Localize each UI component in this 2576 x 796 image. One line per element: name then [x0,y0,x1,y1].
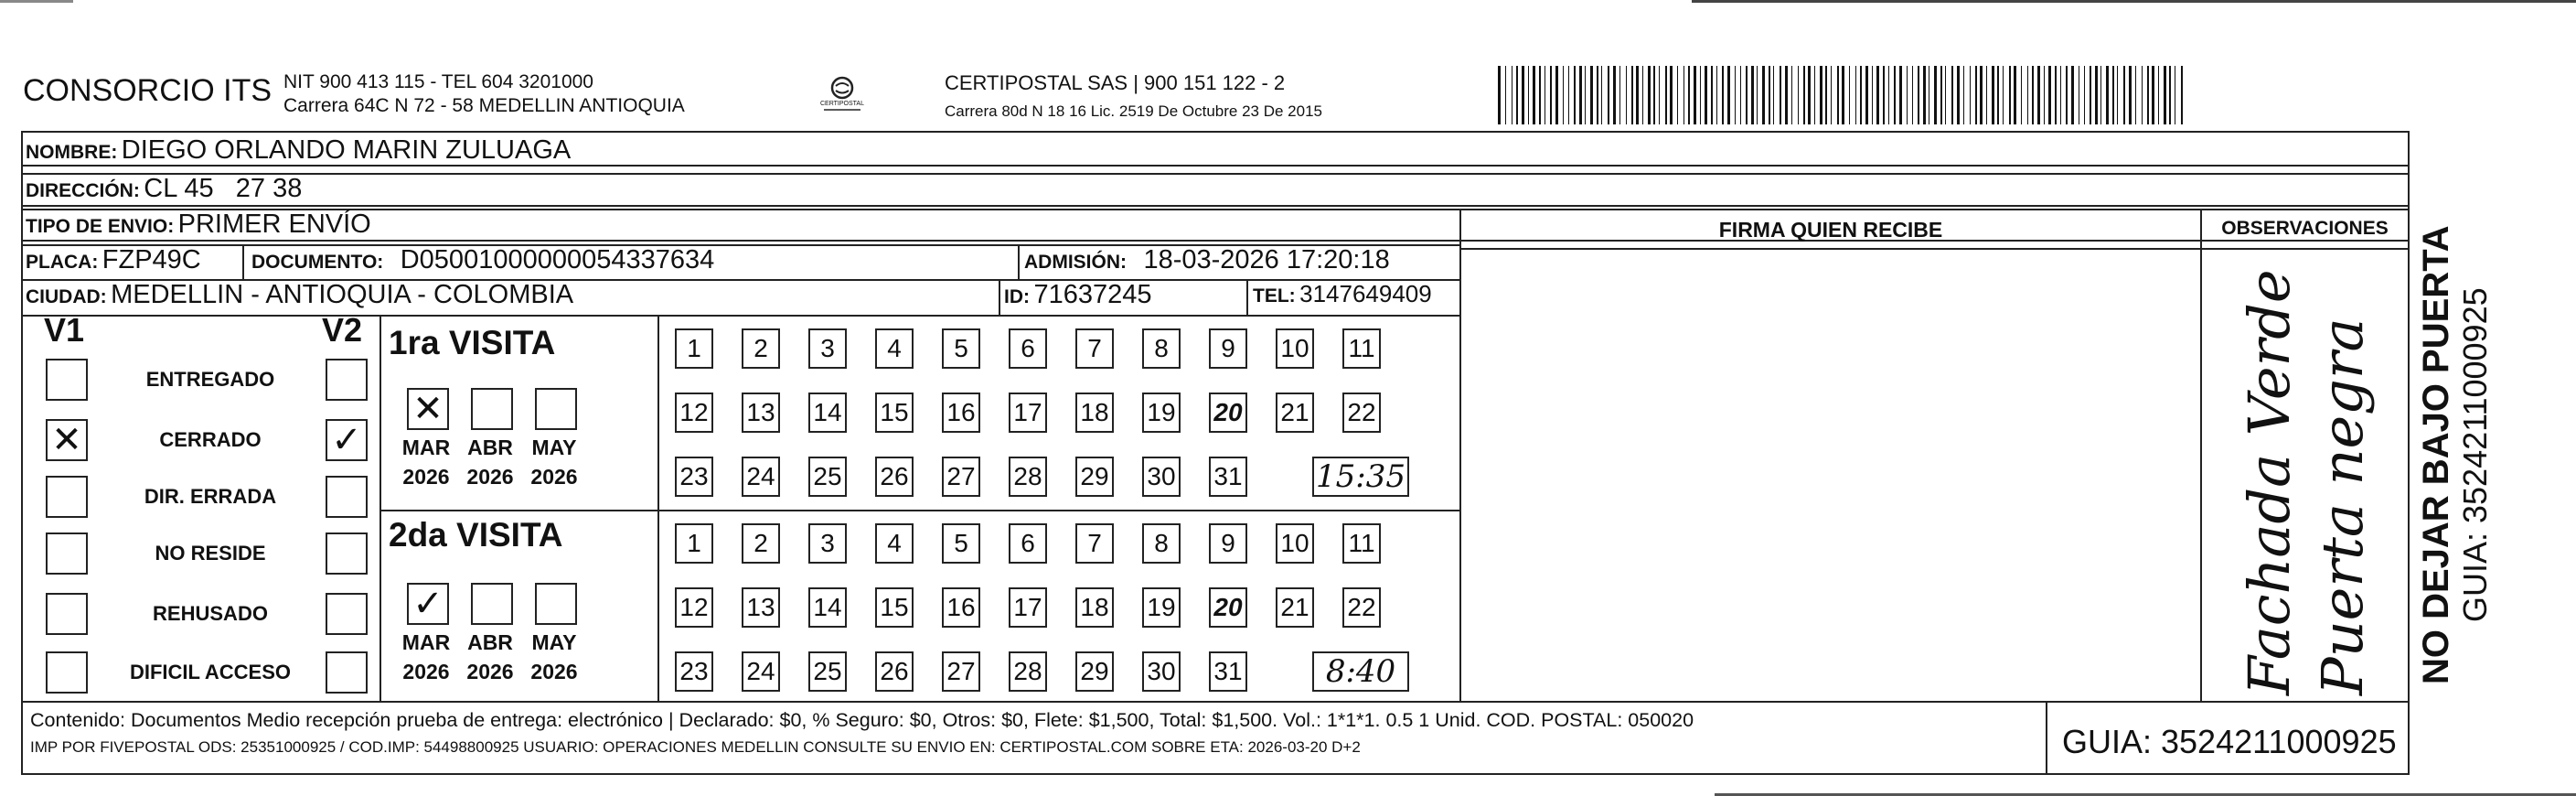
month-year-label: 2026 [466,660,514,683]
day-box[interactable]: 15 [875,393,914,433]
top-right-border [1692,0,2576,3]
day-box[interactable]: 20 [1209,587,1247,628]
company-name: CONSORCIO ITS [23,73,273,108]
company-address: Carrera 64C N 72 - 58 MEDELLIN ANTIOQUIA [283,95,685,116]
tel-value: 3147649409 [1299,280,1432,307]
tipo-envio-label: TIPO DE ENVIO: [26,216,175,237]
month-mark: ✓ [412,583,444,625]
day-box[interactable]: 24 [742,457,780,497]
status-v2-checkbox[interactable] [326,651,368,694]
day-box[interactable]: 9 [1209,328,1247,369]
status-v2-checkbox[interactable] [326,532,368,575]
day-box[interactable]: 8 [1142,523,1181,564]
status-v2-mark [327,360,366,399]
day-box[interactable]: 20 [1209,393,1247,433]
tipo-envio-value: PRIMER ENVÍO [177,210,371,239]
status-option-label: REHUSADO [153,602,268,625]
month-checkbox[interactable] [535,388,577,430]
month-checkbox[interactable] [535,583,577,625]
month-mark [473,585,511,623]
status-v2-mark [327,534,366,573]
footer-imp: IMP POR FIVEPOSTAL ODS: 25351000925 / COD.IMP: 54498800925 USUARIO: OPERACIONES MEDELLIN CONSULTE SU ENVIO EN: CERTIPOSTAL.COM SOBRE ETA: 2026-03-20 D+2 [30,738,1361,756]
barcode [1498,66,2186,124]
month-year-label: 2026 [402,465,450,489]
status-v2-mark [327,478,366,516]
visit-time: 15:35 [1312,457,1409,497]
id-value: 71637245 [1033,280,1152,309]
month-year-label: 2026 [530,660,578,683]
day-box[interactable]: 10 [1276,523,1314,564]
visit-2-title: 2da VISITA [389,516,563,554]
day-box[interactable]: 2 [742,328,780,369]
placa-value: FZP49C [102,245,201,274]
carrier-address: Carrera 80d N 18 16 Lic. 2519 De Octubre 23 De 2015 [945,102,1322,120]
placa-label: PLACA: [26,252,99,273]
status-v2-checkbox[interactable] [326,359,368,401]
day-box[interactable]: 15 [875,587,914,628]
nombre-label: NOMBRE: [26,142,118,163]
day-box[interactable]: 25 [808,651,847,692]
nombre-value: DIEGO ORLANDO MARIN ZULUAGA [121,135,572,165]
day-box[interactable]: 24 [742,651,780,692]
documento-label: DOCUMENTO: [251,252,384,273]
status-v1-mark [48,360,86,399]
visit-1-title: 1ra VISITA [389,324,556,361]
day-box[interactable]: 12 [675,393,713,433]
day-box[interactable]: 12 [675,587,713,628]
carrier-name: CERTIPOSTAL SAS | 900 151 122 - 2 [945,71,1286,94]
day-box[interactable]: 17 [1009,393,1047,433]
day-box[interactable]: 31 [1209,651,1247,692]
ciudad-label: CIUDAD: [26,286,107,307]
status-option-label: DIFICIL ACCESO [129,661,291,683]
tel-label: TEL: [1253,285,1296,307]
day-box[interactable]: 3 [808,523,847,564]
day-box[interactable]: 4 [875,328,914,369]
day-box[interactable]: 25 [808,457,847,497]
day-box[interactable]: 9 [1209,523,1247,564]
day-box[interactable]: 6 [1009,523,1047,564]
day-box[interactable]: 5 [942,523,980,564]
month-year-label: 2026 [530,465,578,489]
status-v1-checkbox[interactable] [46,532,88,575]
day-box[interactable]: 7 [1075,328,1114,369]
observaciones-header: OBSERVACIONES [2221,218,2389,239]
day-box[interactable]: 11 [1342,328,1381,369]
side-no-dejar-bajo-puerta: NO DEJAR BAJO PUERTA [2416,225,2456,684]
day-box[interactable]: 10 [1276,328,1314,369]
month-mark [537,390,575,428]
day-box[interactable]: 13 [742,587,780,628]
status-v2-mark [327,653,366,692]
footer-contenido: Contenido: Documentos Medio recepción prueba de entrega: electrónico | Declarado: $0, % Seguro: $0, Otros: $0, Flete: $1,500, Total: $1,500. Vol.: 1*1*1. 0.5 1 Unid. COD. POSTAL: 050020 [30,709,1694,731]
day-box[interactable]: 8 [1142,328,1181,369]
month-year-label: 2026 [466,465,514,489]
status-option-label: ENTREGADO [145,368,275,391]
day-box[interactable]: 17 [1009,587,1047,628]
day-box[interactable]: 26 [875,457,914,497]
month-checkbox[interactable] [471,388,513,430]
side-guia-number: GUIA: 3524211000925 [2456,287,2494,622]
company-nit: NIT 900 413 115 - TEL 604 3201000 [283,71,593,92]
status-v2-checkbox[interactable] [326,419,368,461]
id-label: ID: [1004,286,1030,307]
day-box[interactable]: 18 [1075,393,1114,433]
top-border-artifact [0,0,73,3]
status-v1-checkbox[interactable] [46,359,88,401]
status-v1-checkbox[interactable] [46,476,88,518]
day-box[interactable]: 6 [1009,328,1047,369]
day-box[interactable]: 22 [1342,393,1381,433]
day-box[interactable]: 19 [1142,393,1181,433]
day-box[interactable]: 16 [942,393,980,433]
day-box[interactable]: 22 [1342,587,1381,628]
ciudad-value: MEDELLIN - ANTIOQUIA - COLOMBIA [111,280,574,309]
day-box[interactable]: 18 [1075,587,1114,628]
day-box[interactable]: 28 [1009,457,1047,497]
admision-label: ADMISIÓN: [1024,252,1127,273]
status-v1-mark: ✕ [51,419,82,461]
day-box[interactable]: 29 [1075,651,1114,692]
observaciones-handwriting-1: Fachada Verde [2236,269,2303,695]
day-box[interactable]: 31 [1209,457,1247,497]
month-mark [473,390,511,428]
status-v2-checkbox[interactable] [326,476,368,518]
day-box[interactable]: 3 [808,328,847,369]
month-checkbox[interactable] [471,583,513,625]
visit-time: 8:40 [1312,651,1409,692]
day-box[interactable]: 5 [942,328,980,369]
day-box[interactable]: 28 [1009,651,1047,692]
v1-header: V1 [44,311,85,349]
month-label: MAR [401,436,451,459]
observaciones-handwriting-2: Puerta negra [2309,317,2376,695]
status-v1-mark [48,595,86,633]
direccion-value: CL 45 27 38 [144,174,303,203]
month-label: MAY [531,436,577,459]
status-v2-checkbox[interactable] [326,593,368,635]
day-box[interactable]: 23 [675,651,713,692]
documento-value: D05001000000054337634 [400,245,715,274]
month-mark [537,585,575,623]
day-box[interactable]: 16 [942,587,980,628]
day-box[interactable]: 14 [808,393,847,433]
day-box[interactable]: 21 [1276,393,1314,433]
status-v1-mark [48,534,86,573]
day-box[interactable]: 2 [742,523,780,564]
footer-guia: GUIA: 3524211000925 [2062,723,2397,760]
day-box[interactable]: 4 [875,523,914,564]
day-box[interactable]: 21 [1276,587,1314,628]
month-checkbox[interactable] [407,583,449,625]
month-label: MAR [401,630,451,654]
logo-text: CERTIPOSTAL [820,101,864,107]
month-year-label: 2026 [402,660,450,683]
day-box[interactable]: 19 [1142,587,1181,628]
day-box[interactable]: 30 [1142,457,1181,497]
status-option-label: NO RESIDE [155,542,266,565]
status-v2-mark [327,595,366,633]
status-v1-checkbox[interactable] [46,651,88,694]
month-mark: ✕ [412,388,444,430]
month-label: ABR [467,630,513,654]
status-v1-mark [48,653,86,692]
status-v1-checkbox[interactable] [46,419,88,461]
direccion-label: DIRECCIÓN: [26,180,140,201]
v2-header: V2 [322,311,363,349]
day-box[interactable]: 23 [675,457,713,497]
admision-value: 18-03-2026 17:20:18 [1143,245,1390,274]
day-box[interactable]: 26 [875,651,914,692]
day-box[interactable]: 7 [1075,523,1114,564]
month-checkbox[interactable] [407,388,449,430]
month-label: ABR [467,436,513,459]
day-box[interactable]: 1 [675,328,713,369]
firma-header: FIRMA QUIEN RECIBE [1718,218,1943,242]
certipostal-logo [818,73,866,121]
status-v2-mark: ✓ [331,419,362,461]
day-box[interactable]: 27 [942,457,980,497]
day-box[interactable]: 13 [742,393,780,433]
status-v1-mark [48,478,86,516]
status-v1-checkbox[interactable] [46,593,88,635]
month-label: MAY [531,630,577,654]
day-box[interactable]: 14 [808,587,847,628]
status-option-label: DIR. ERRADA [144,485,277,508]
day-box[interactable]: 11 [1342,523,1381,564]
day-box[interactable]: 29 [1075,457,1114,497]
day-box[interactable]: 30 [1142,651,1181,692]
day-box[interactable]: 27 [942,651,980,692]
day-box[interactable]: 1 [675,523,713,564]
status-option-label: CERRADO [159,428,262,451]
